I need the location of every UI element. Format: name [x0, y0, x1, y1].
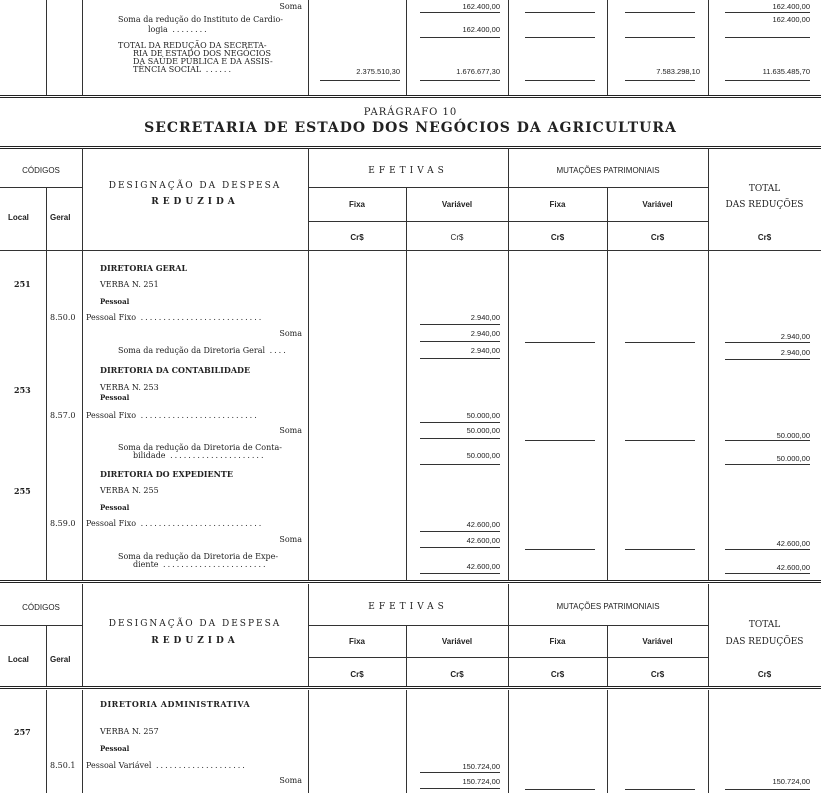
- header2-codigos: CÓDIGOS: [22, 603, 60, 612]
- header-mut-fixa: Fixa: [549, 200, 566, 209]
- currency2-total: Cr$: [757, 670, 772, 679]
- section-title: SECRETARIA DE ESTADO DOS NEGÓCIOS DA AGRICULTURA: [144, 120, 677, 136]
- header-codigos: CÓDIGOS: [22, 166, 60, 175]
- currency-fixa: Cr$: [350, 233, 364, 242]
- header2-mut-variavel: Variável: [642, 637, 673, 646]
- dg-item: Pessoal Fixo: [86, 313, 137, 322]
- header2-mutacoes: MUTAÇÕES PATRIMONIAIS: [556, 602, 660, 611]
- dc-pessoal: Pessoal: [100, 393, 130, 402]
- dg-verba: VERBA N. 251: [100, 280, 159, 289]
- header2-fixa: Fixa: [348, 637, 365, 646]
- dg-code: 8.50.0: [50, 313, 76, 322]
- header-mut-variavel: Variável: [642, 200, 673, 209]
- de-soma: Soma: [279, 535, 302, 544]
- da-item: Pessoal Variável: [86, 761, 152, 770]
- dg-pessoal: Pessoal: [100, 297, 130, 306]
- dg-title: DIRETORIA GERAL: [100, 263, 188, 273]
- dc-soma-value: 50.000,00: [466, 426, 500, 435]
- header-total-2: DAS REDUÇÕES: [725, 200, 804, 210]
- currency2-fixa: Cr$: [350, 670, 364, 679]
- top-total-line4: TÊNCIA SOCIAL: [133, 65, 202, 74]
- da-local: 257: [14, 727, 31, 737]
- header-geral: Geral: [50, 213, 71, 222]
- dc-red-value: 50.000,00: [466, 451, 500, 460]
- top-soma-label: Soma: [279, 2, 302, 11]
- top-total-line3: DA SAÚDE PÚBLICA E DA ASSIS-: [133, 57, 273, 66]
- da-code: 8.50.1: [50, 761, 76, 770]
- de-red-1: Soma da redução da Diretoria de Expe-: [118, 552, 279, 561]
- dc-red-1: Soma da redução da Diretoria de Conta-: [118, 443, 282, 452]
- currency-total: Cr$: [757, 233, 772, 242]
- header2-designacao-1: DESIGNAÇÃO DA DESPESA: [108, 619, 282, 629]
- header-mutacoes: MUTAÇÕES PATRIMONIAIS: [556, 166, 660, 175]
- top-total-fixa: 2.375.510,30: [356, 67, 400, 76]
- top-total-variavel: 1.676.677,30: [456, 67, 500, 76]
- dc-code: 8.57.0: [50, 411, 76, 420]
- header-local: Local: [8, 213, 29, 222]
- de-soma-value: 42.600,00: [466, 536, 500, 545]
- de-item-value: 42.600,00: [466, 520, 500, 529]
- top-soma-total: 162.400,00: [772, 2, 810, 11]
- top-total-mut-variavel: 7.583.298,10: [656, 67, 700, 76]
- da-title: DIRETORIA ADMINISTRATIVA: [100, 699, 251, 709]
- header-designacao-2: REDUZIDA: [151, 197, 239, 207]
- dc-red-total: 50.000,00: [776, 454, 810, 463]
- dc-title: DIRETORIA DA CONTABILIDADE: [100, 365, 251, 375]
- currency2-mut-variavel: Cr$: [650, 670, 665, 679]
- header2-local: Local: [8, 655, 29, 664]
- da-verba: VERBA N. 257: [100, 727, 159, 736]
- currency-mut-variavel: Cr$: [650, 233, 665, 242]
- de-soma-total: 42.600,00: [776, 539, 810, 548]
- top-total-line2: RIA DE ESTADO DOS NEGÓCIOS: [133, 49, 271, 58]
- dg-soma-value: 2.940,00: [470, 329, 500, 338]
- header2-mut-fixa: Fixa: [549, 637, 566, 646]
- dc-soma: Soma: [279, 426, 302, 435]
- top-inst-line2: logia: [148, 25, 168, 34]
- header2-variavel: Variável: [441, 637, 473, 646]
- da-pessoal: Pessoal: [100, 744, 130, 753]
- da-soma: Soma: [279, 776, 302, 785]
- dc-red-2: bilidade: [133, 451, 166, 460]
- currency2-mut-fixa: Cr$: [550, 670, 565, 679]
- dg-item-value: 2.940,00: [470, 313, 500, 322]
- dg-soma: Soma: [279, 329, 302, 338]
- dc-local: 253: [14, 385, 31, 395]
- header2-efetivas: EFETIVAS: [368, 602, 448, 612]
- dg-red-value: 2.940,00: [470, 346, 500, 355]
- dc-item-value: 50.000,00: [466, 411, 500, 420]
- dg-soma-total: 2.940,00: [780, 332, 810, 341]
- header-total-1: TOTAL: [748, 184, 781, 194]
- de-verba: VERBA N. 255: [100, 486, 159, 495]
- currency2-variavel: Cr$: [450, 670, 464, 679]
- dc-item: Pessoal Fixo: [86, 411, 137, 420]
- da-soma-value: 150.724,00: [462, 777, 500, 786]
- paragraph-number: PARÁGRAFO 10: [363, 107, 458, 118]
- dc-soma-total: 50.000,00: [776, 431, 810, 440]
- de-code: 8.59.0: [50, 519, 76, 528]
- header-efetivas: EFETIVAS: [368, 166, 448, 176]
- currency-variavel: Cr$: [450, 233, 464, 242]
- de-title: DIRETORIA DO EXPEDIENTE: [100, 469, 233, 479]
- dg-red-total: 2.940,00: [780, 348, 810, 357]
- de-local: 255: [14, 486, 31, 496]
- da-soma-total: 150.724,00: [772, 777, 810, 786]
- header2-designacao-2: REDUZIDA: [151, 636, 239, 646]
- currency-mut-fixa: Cr$: [550, 233, 565, 242]
- da-item-value: 150.724,00: [462, 762, 500, 771]
- header2-total-1: TOTAL: [748, 620, 781, 630]
- header2-total-2: DAS REDUÇÕES: [725, 637, 804, 647]
- top-soma-value: 162.400,00: [462, 2, 500, 11]
- header-fixa: Fixa: [348, 200, 365, 209]
- dc-verba: VERBA N. 253: [100, 383, 159, 392]
- de-item: Pessoal Fixo: [86, 519, 137, 528]
- de-pessoal: Pessoal: [100, 503, 130, 512]
- top-inst-total: 162.400,00: [772, 15, 810, 24]
- top-total-reducoes: 11.635.485,70: [762, 67, 810, 76]
- dg-red: Soma da redução da Diretoria Geral: [118, 346, 266, 355]
- dg-local: 251: [14, 279, 31, 289]
- header2-geral: Geral: [50, 655, 71, 664]
- de-red-total: 42.600,00: [776, 563, 810, 572]
- top-total-line1: TOTAL DA REDUÇÃO DA SECRETA-: [118, 41, 267, 50]
- header-designacao-1: DESIGNAÇÃO DA DESPESA: [108, 181, 282, 191]
- de-red-value: 42.600,00: [466, 562, 500, 571]
- de-red-2: diente: [133, 560, 159, 569]
- top-inst-line1: Soma da redução do Instituto de Cardio-: [118, 15, 283, 24]
- top-inst-value: 162.400,00: [462, 25, 500, 34]
- header-variavel: Variável: [441, 200, 473, 209]
